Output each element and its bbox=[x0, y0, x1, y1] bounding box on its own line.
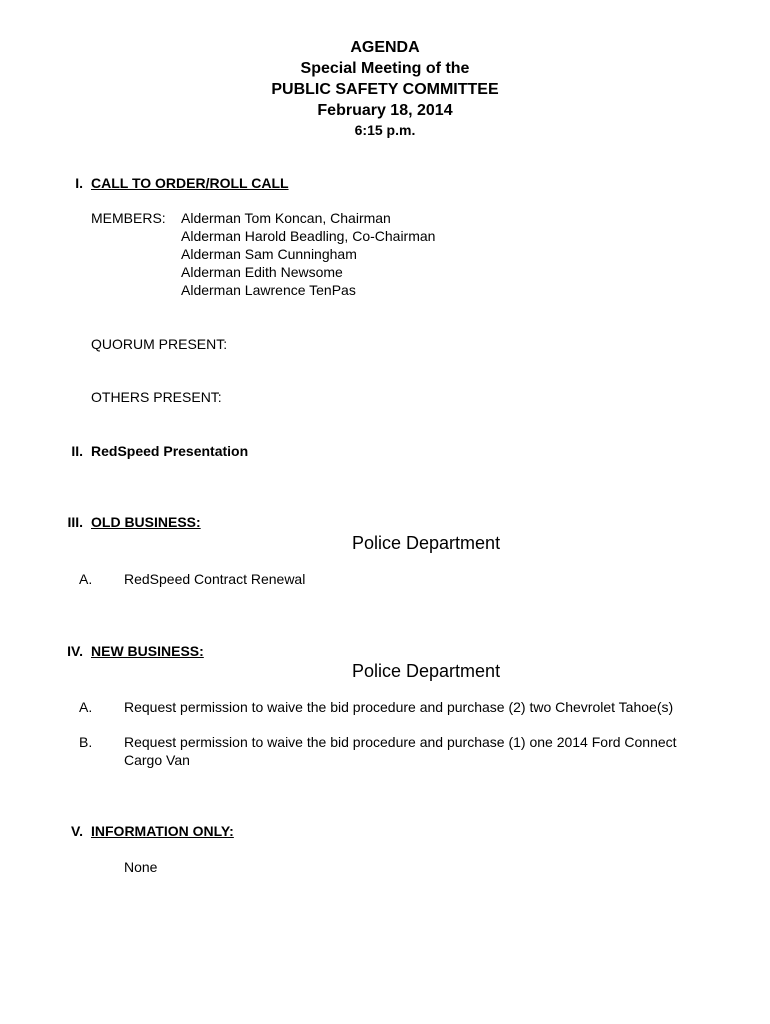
meeting-date: February 18, 2014 bbox=[317, 102, 453, 119]
members-label: MEMBERS: bbox=[91, 210, 166, 226]
section-title: NEW BUSINESS: bbox=[91, 643, 204, 659]
section-number: V. bbox=[71, 823, 83, 839]
item-text: RedSpeed Contract Renewal bbox=[124, 571, 306, 587]
meeting-type: Special Meeting of the bbox=[300, 60, 470, 77]
item-text: Request permission to waive the bid procedure and purchase (1) one 2014 Ford Connect bbox=[124, 734, 677, 750]
section-title: OLD BUSINESS: bbox=[91, 514, 201, 530]
member-name: Alderman Edith Newsome bbox=[181, 264, 343, 280]
item-letter: A. bbox=[79, 699, 93, 715]
agenda-title: AGENDA bbox=[350, 39, 420, 56]
department-heading: Police Department bbox=[352, 533, 501, 553]
item-letter: B. bbox=[79, 734, 93, 750]
member-name: Alderman Tom Koncan, Chairman bbox=[181, 210, 391, 226]
section-number: I. bbox=[75, 175, 83, 191]
section-number: II. bbox=[71, 443, 83, 459]
item-text: Request permission to waive the bid procedure and purchase (2) two Chevrolet Tahoe(s) bbox=[124, 699, 674, 715]
others-label: OTHERS PRESENT: bbox=[91, 389, 222, 405]
item-letter: A. bbox=[79, 571, 93, 587]
committee-name: PUBLIC SAFETY COMMITTEE bbox=[271, 81, 499, 98]
section-number: III. bbox=[67, 514, 83, 530]
department-heading: Police Department bbox=[352, 661, 501, 681]
item-text-continued: Cargo Van bbox=[124, 752, 190, 768]
member-name: Alderman Lawrence TenPas bbox=[181, 282, 356, 298]
section-title: CALL TO ORDER/ROLL CALL bbox=[91, 175, 289, 191]
section-title: RedSpeed Presentation bbox=[91, 443, 249, 459]
quorum-label: QUORUM PRESENT: bbox=[91, 336, 228, 352]
member-name: Alderman Sam Cunningham bbox=[181, 246, 357, 262]
section-number: IV. bbox=[67, 643, 83, 659]
meeting-time: 6:15 p.m. bbox=[354, 122, 416, 138]
member-name: Alderman Harold Beadling, Co-Chairman bbox=[181, 228, 436, 244]
section-title: INFORMATION ONLY: bbox=[91, 823, 234, 839]
information-body: None bbox=[124, 859, 158, 875]
